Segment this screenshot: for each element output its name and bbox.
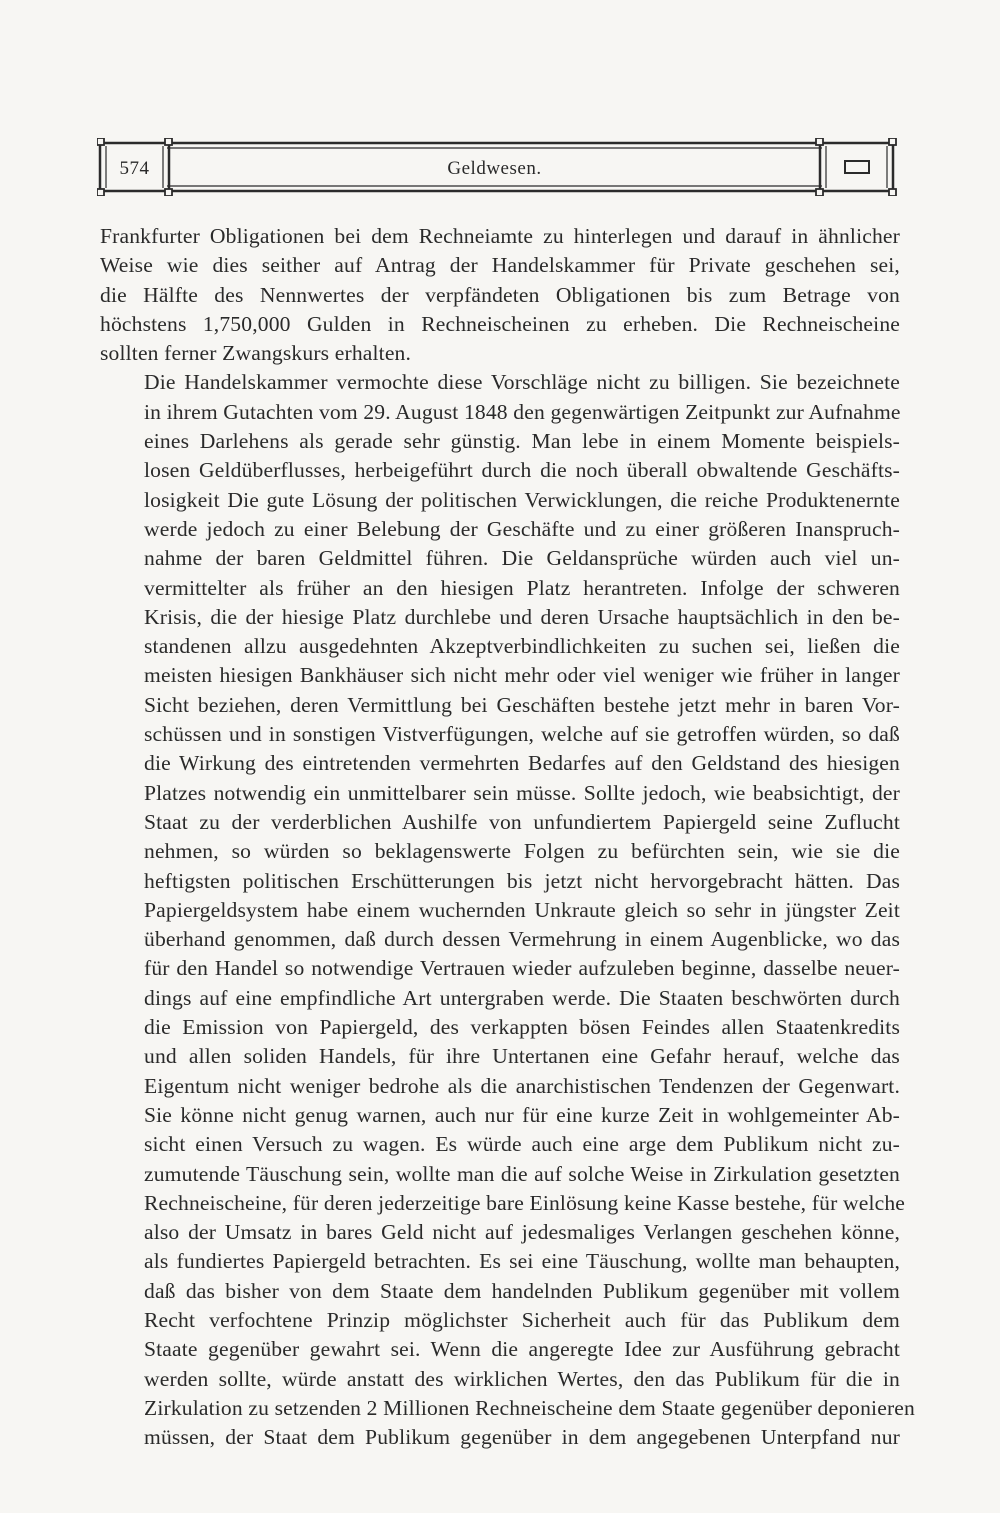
text-line: müssen, der Staat dem Publikum gegenüber in dem angegebenen Unterpfand nur (144, 1425, 900, 1450)
text-line: Weise wie dies seither auf Antrag der Handelskammer für Private geschehen sei, (100, 253, 900, 278)
text-line: zumutende Täuschung sein, wollte man die auf solche Weise in Zirkulation gesetzten (144, 1161, 900, 1186)
text-line: als fundiertes Papiergeld betrachten. Es sei eine Täuschung, wollte man behaupten, (144, 1249, 900, 1274)
text-line: Rechneischeine, für deren jederzeitige bare Einlösung keine Kasse bestehe, für welche (144, 1190, 906, 1215)
paragraph (100, 222, 900, 368)
text-line: eines Darlehens als gerade sehr günstig. Man lebe in einem Momente beispiels- (144, 429, 900, 454)
text-line: losen Geldüberflusses, herbeigeführt durch die noch überall obwaltende Geschäfts- (144, 458, 900, 483)
text-line: nahme der baren Geldmittel führen. Die Geldansprüche würden auch viel un- (144, 546, 900, 571)
text-line: für den Handel so notwendige Vertrauen wieder aufzuleben beginne, dasselbe neuer- (144, 956, 900, 981)
text-line: dings auf eine empfindliche Art untergraben werde. Die Staaten beschwörten durch (144, 985, 900, 1010)
text-line: heftigsten politischen Erschütterungen bis jetzt nicht hervorgebracht hätten. Das (144, 868, 900, 893)
running-header (97, 138, 897, 196)
text-line: sicht einen Versuch zu wagen. Es würde auch eine arge dem Publikum nicht zu- (144, 1132, 900, 1157)
text-line: Staat zu der verderblichen Aushilfe von unfundiertem Papiergeld seine Zuflucht (144, 809, 900, 834)
text-line: Krisis, die der hiesige Platz durchlebe und deren Ursache hauptsächlich in den be- (144, 604, 900, 629)
text-line: die Emission von Papiergeld, des verkappten bösen Feindes allen Staatenkredits (144, 1015, 900, 1040)
text-line: Papiergeldsystem habe einem wuchernden Unkraute gleich so sehr in jüngster Zeit (144, 897, 900, 922)
text-line: standenen allzu ausgedehnten Akzeptverbindlichkeiten zu suchen sei, ließen die (144, 634, 900, 659)
text-line: vermittelter als früher an den hiesigen Platz herantreten. Infolge der schweren (144, 575, 900, 600)
text-line: Staate gegenüber gewahrt sei. Wenn die angeregte Idee zur Ausführung gebracht (144, 1337, 900, 1362)
text-line: die Wirkung des eintretenden vermehrten Bedarfes auf den Geldstand des hiesigen (144, 751, 900, 776)
text-line: höchstens 1,750,000 Gulden in Rechneischeinen zu erheben. Die Rechneischeine (100, 311, 900, 336)
text-line: überhand genommen, daß durch dessen Vermehrung in einem Augenblicke, wo das (144, 927, 900, 952)
text-line: also der Umsatz in bares Geld nicht auf jedesmaliges Verlangen geschehen könne, (144, 1220, 900, 1245)
text-line: Die Handelskammer vermochte diese Vorschläge nicht zu billigen. Sie bezeichnete (144, 370, 900, 395)
text-line: Sie könne nicht genug warnen, auch nur für eine kurze Zeit in wohlgemeinter Ab- (144, 1102, 900, 1127)
paragraph (100, 368, 915, 1452)
text-line: Recht verfochtene Prinzip möglichster Sicherheit auch für das Publikum dem (144, 1307, 900, 1332)
text-line: daß das bisher von dem Staate dem handelnden Publikum gegenüber mit vollem (144, 1278, 900, 1303)
text-line: nehmen, so würden so beklagenswerte Folgen zu befürchten sein, wie sie die (144, 839, 900, 864)
text-line: Zirkulation zu setzenden 2 Millionen Rechneischeine dem Staate gegenüber deponieren (144, 1395, 915, 1420)
running-title: Geldwesen. (447, 158, 542, 179)
text-line: die Hälfte des Nennwertes der verpfändeten Obligationen bis zum Betrage von (100, 282, 900, 307)
text-line: Eigentum nicht weniger bedrohe als die anarchistischen Tendenzen der Gegenwart. (144, 1073, 900, 1098)
text-line: in ihrem Gutachten vom 29. August 1848 den gegenwärtigen Zeitpunkt zur Aufnahme (144, 399, 901, 424)
text-line: Platzes notwendig ein unmittelbarer sein müsse. Sollte jedoch, wie beabsichtigt, der (144, 780, 900, 805)
text-line: sollten ferner Zwangskurs erhalten. (100, 341, 412, 366)
text-line: werden sollte, würde anstatt des wirklichen Wertes, den das Publikum für die in (144, 1366, 900, 1391)
text-line: Sicht beziehen, deren Vermittlung bei Geschäften bestehe jetzt mehr in baren Vor- (144, 692, 900, 717)
text-line: schüssen und in sonstigen Vistverfügungen, welche auf sie getroffen würden, so daß (144, 722, 900, 747)
text-line: losigkeit Die gute Lösung der politischen Verwicklungen, die reiche Produktenernte (144, 487, 900, 512)
body-text (100, 222, 915, 1452)
text-line: werde jedoch zu einer Belebung der Geschäfte und zu einer größeren Inanspruch- (144, 516, 900, 541)
page-number: 574 (119, 158, 150, 179)
text-line: meisten hiesigen Bankhäuser sich nicht mehr oder viel weniger wie früher in langer (144, 663, 900, 688)
text-line: Frankfurter Obligationen bei dem Rechneiamte zu hinterlegen und darauf in ähnlicher (100, 224, 900, 248)
text-line: und allen soliden Handels, für ihre Untertanen eine Gefahr herauf, welche das (144, 1044, 900, 1069)
